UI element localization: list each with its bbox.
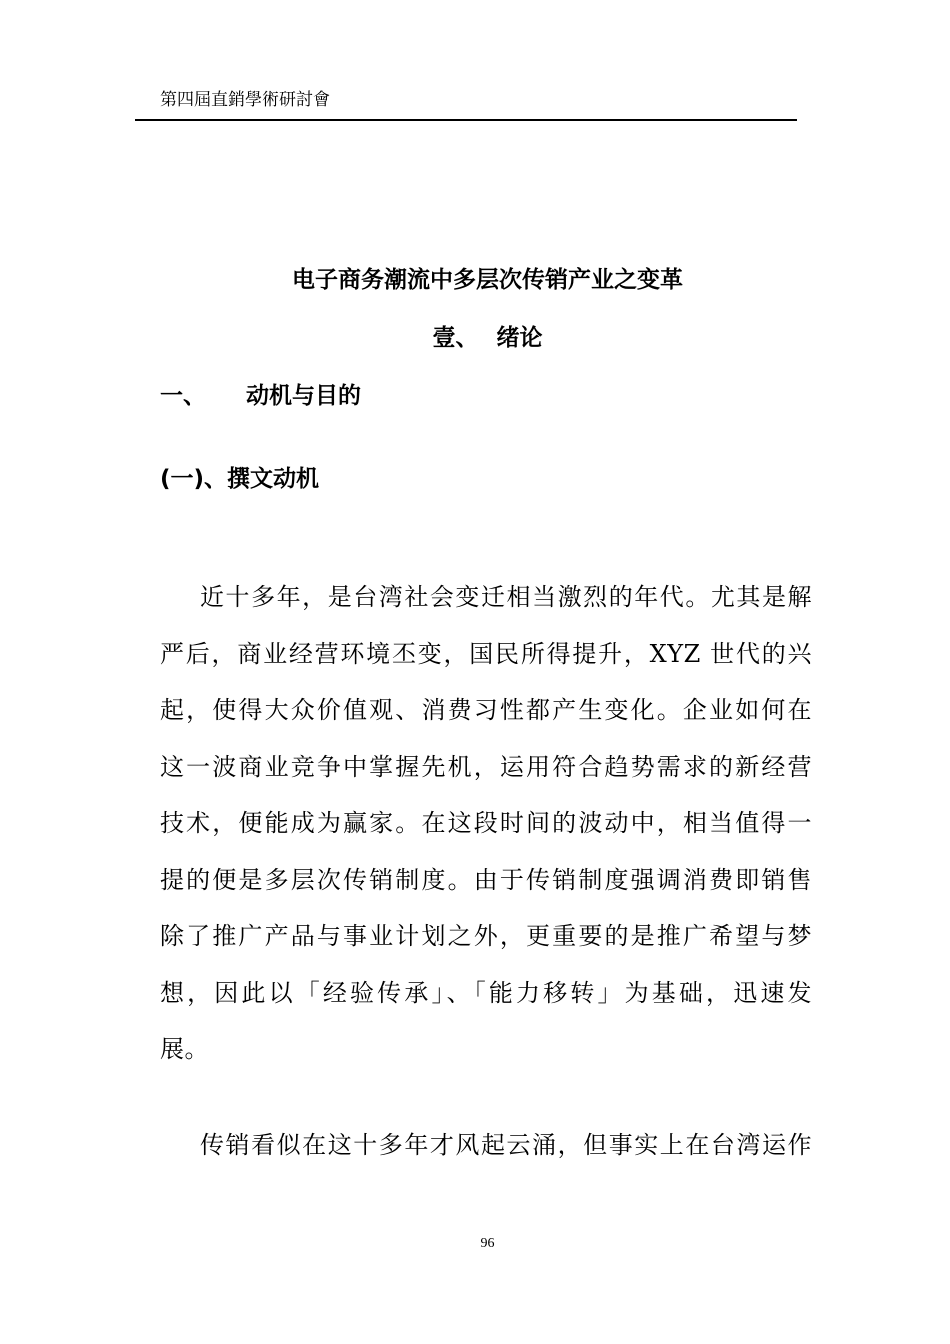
paragraph-line: 技术，便能成为赢家。在这段时间的波动中，相当值得一 [160, 809, 812, 837]
paragraph-line: 近十多年，是台湾社会变迁相当激烈的年代。尤其是解 [200, 583, 812, 611]
paragraph-line: 想，因此以「经验传承」、「能力移转」为基础，迅速发 [160, 978, 812, 1007]
body-paragraph-2 [160, 1126, 812, 1183]
chapter-heading [0, 322, 950, 354]
chapter-title: 绪论 [496, 325, 543, 351]
section-title: 动机与目的 [246, 383, 361, 409]
paper-title: 电子商务潮流中多层次传销产业之变革 [292, 267, 683, 293]
chapter-number: 壹、 [432, 325, 479, 351]
paragraph-line: 起，使得大众价值观、消费习性都产生变化。企业如何在 [160, 696, 812, 724]
section-number: 一、 [160, 383, 206, 409]
subsection-heading: (一)、撰文动机 [160, 466, 320, 492]
paragraph-line: 传销看似在这十多年才风起云涌，但事实上在台湾运作 [200, 1131, 812, 1159]
page-number: 96 [480, 1236, 495, 1251]
paragraph-line: 提的便是多层次传销制度。由于传销制度强调消费即销售 [160, 865, 812, 894]
section-heading [160, 380, 361, 412]
running-header: 第四屆直銷學術研討會 [160, 90, 330, 110]
paragraph-line: 除了推广产品与事业计划之外，更重要的是推广希望与梦 [160, 922, 812, 950]
header-rule [135, 119, 797, 121]
paragraph-line: 展。 [160, 1035, 209, 1063]
body-paragraph-1 [160, 578, 812, 1087]
paragraph-line: 严后，商业经营环境丕变，国民所得提升，XYZ 世代的兴 [160, 639, 812, 668]
paragraph-line: 这一波商业竞争中掌握先机，运用符合趋势需求的新经营 [160, 752, 812, 781]
